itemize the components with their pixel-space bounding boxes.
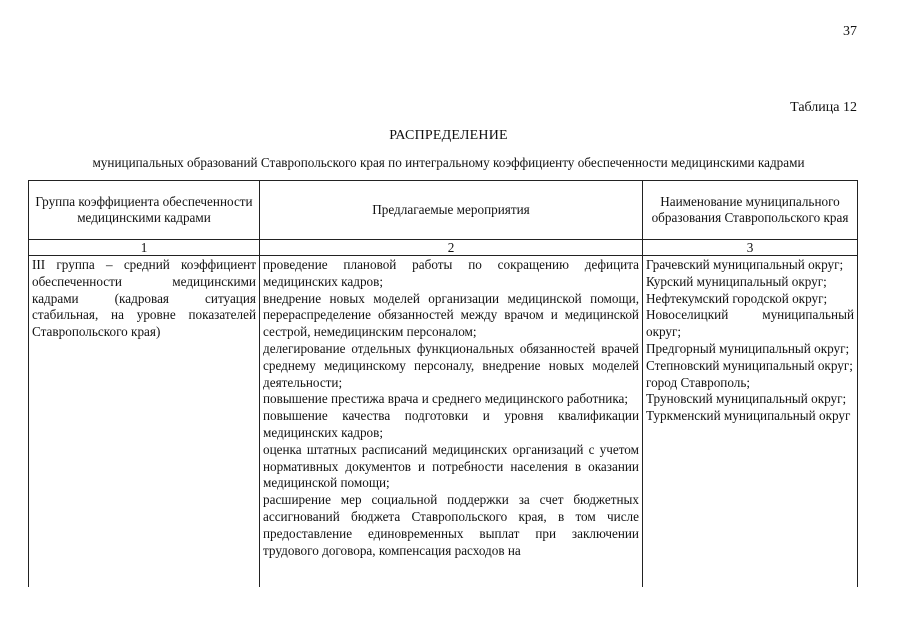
measure-item: внедрение новых моделей организации медицинской помощи, перераспределение обязанностей между врачом и медицинской сестрой, немедицинским персоналом; — [263, 290, 639, 340]
document-subtitle: муниципальных образований Ставропольского края по интегральному коэффициенту обеспеченности медицинскими кадрами — [92, 155, 805, 170]
table-header-row — [29, 181, 858, 240]
measure-item: проведение плановой работы по сокращению дефицита медицинских кадров; — [263, 257, 639, 289]
region-item: Нефтекумский городской округ; — [646, 290, 828, 306]
region-item: Курский муниципальный округ; — [646, 273, 827, 289]
group-cell: III группа – средний коэффициент обеспеченности медицинскими кадрами (кадровая ситуация стабильная, на уровне показателей Ставропольского края) — [29, 256, 260, 588]
region-item: Новоселицкий муниципальный округ; — [646, 307, 854, 340]
measure-item: повышение престижа врача и среднего медицинского работника; — [263, 391, 629, 407]
region-item: Туркменский муниципальный округ — [646, 408, 851, 424]
region-item: Степновский муниципальный округ; — [646, 357, 853, 373]
header-measures: Предлагаемые мероприятия — [260, 181, 643, 240]
header-region: Наименование муниципального образования Ставропольского края — [643, 181, 858, 240]
region-item: Грачевский муниципальный округ; — [646, 257, 844, 272]
page-number: 37 — [843, 24, 857, 39]
header-group: Группа коэффициента обеспеченности медицинскими кадрами — [29, 181, 260, 240]
column-number-row — [29, 240, 858, 256]
measure-item: делегирование отдельных функциональных обязанностей врачей среднему медицинскому персоналу, внедрение новых моделей деятельности; — [263, 340, 639, 390]
measure-item: повышение качества подготовки и уровня квалификации медицинских кадров; — [263, 408, 639, 440]
column-number-1: 1 — [29, 240, 260, 256]
table-row — [29, 256, 858, 588]
measures-cell — [260, 256, 643, 588]
region-item: Предгорный муниципальный округ; — [646, 340, 850, 356]
distribution-table — [28, 180, 858, 587]
region-item: Труновский муниципальный округ; — [646, 391, 847, 407]
measure-item: расширение мер социальной поддержки за счет бюджетных ассигнований бюджета Ставропольского края, в том числе предоставление единовременных выплат при заключении трудового договора, компенсация расходов на — [263, 492, 639, 558]
column-number-3: 3 — [643, 240, 858, 256]
column-number-2: 2 — [260, 240, 643, 256]
table-label: Таблица 12 — [790, 100, 857, 115]
measure-item: оценка штатных расписаний медицинских организаций с учетом нормативных документов и потребности населения в оказании медицинской помощи; — [263, 441, 639, 491]
region-item: город Ставрополь; — [646, 374, 751, 390]
document-title: РАСПРЕДЕЛЕНИЕ — [389, 128, 508, 143]
regions-cell — [643, 256, 858, 588]
